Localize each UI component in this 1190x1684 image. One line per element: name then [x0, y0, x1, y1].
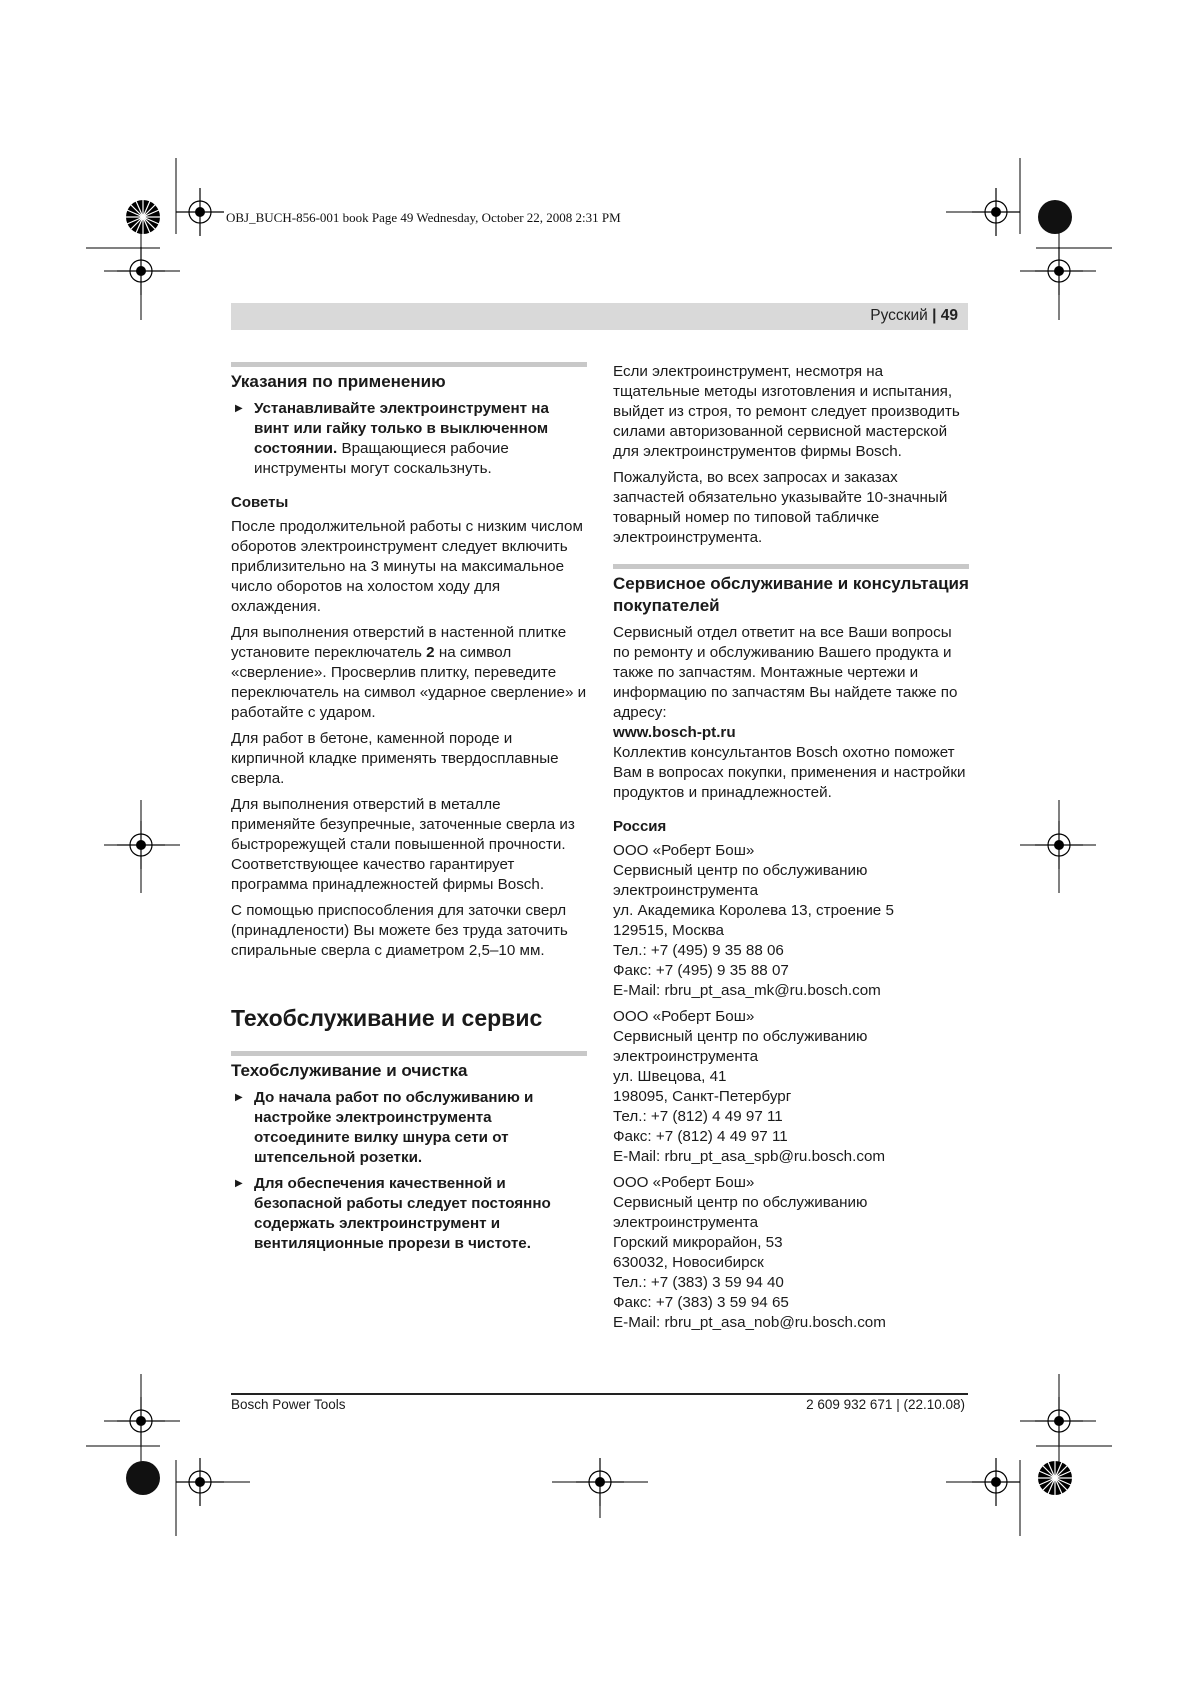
office-email: E-Mail: rbru_pt_asa_spb@ru.bosch.com — [613, 1148, 886, 1165]
tip-paragraph — [231, 623, 587, 723]
section-rule — [231, 362, 587, 367]
service-block — [613, 623, 969, 803]
bullet-text: Вращающиеся рабочие инструменты могут соскальзнуть. — [254, 440, 509, 477]
registration-mark-icon — [176, 1458, 224, 1506]
office-company: ООО «Роберт Бош» — [613, 1174, 755, 1191]
office-center: Сервисный центр по обслуживанию — [613, 1194, 868, 1211]
header-separator: | — [932, 307, 937, 324]
color-wheel-icon — [1038, 200, 1072, 234]
color-wheel-icon — [1038, 1461, 1072, 1495]
office-center: электроинструмента — [613, 882, 759, 899]
office-center: электроинструмента — [613, 1214, 759, 1231]
country-title: Россия — [613, 818, 667, 835]
office-city: 198095, Санкт-Петербург — [613, 1088, 792, 1105]
left-column — [231, 362, 587, 1260]
header-text — [870, 307, 958, 325]
service-paragraph: Сервисный отдел ответит на все Ваши вопросы по ремонту и обслуживанию Вашего продукта и также по запчастям. Монтажные чертежи и информацию по запчастям Вы найдете также по адресу: — [613, 624, 958, 721]
office-tel: Тел.: +7 (495) 9 35 88 06 — [613, 942, 784, 959]
office-street: Горский микрорайон, 53 — [613, 1234, 783, 1251]
office-company: ООО «Роберт Бош» — [613, 842, 755, 859]
office-tel: Тел.: +7 (383) 3 59 94 40 — [613, 1274, 784, 1291]
color-wheel-icon — [126, 1461, 160, 1495]
footer-brand: Bosch Power Tools — [231, 1397, 346, 1412]
section-rule — [231, 1051, 587, 1056]
footer-doc-number: 2 609 932 671 | (22.10.08) — [806, 1397, 965, 1412]
section-title-service: Сервисное обслуживание и консультация покупателей — [613, 574, 969, 615]
tip-text: Для выполнения отверстий в настенной плитке установите переключатель — [231, 624, 567, 661]
tip-paragraph: После продолжительной работы с низким числом оборотов электроинструмент следует включить приблизительно на 3 минуты на максимальное число оборотов на холостом ходу для охлаждения. — [231, 518, 583, 615]
office-fax: Факс: +7 (495) 9 35 88 07 — [613, 962, 789, 979]
print-slug: OBJ_BUCH-856-001 book Page 49 Wednesday, October 22, 2008 2:31 PM — [226, 210, 621, 225]
tip-paragraph: Для работ в бетоне, каменной породе и кирпичной кладке применять твердосплавные сверла. — [231, 730, 559, 787]
section-title-maintenance: Техобслуживание и очистка — [231, 1061, 468, 1080]
tip-paragraph: С помощью приспособления для заточки сверл (принадлености) Вы можете без труда заточить спиральные сверла с диаметром 2,5–10 мм. — [231, 902, 568, 959]
office-email: E-Mail: rbru_pt_asa_nob@ru.bosch.com — [613, 1314, 886, 1331]
tip-text: на символ «сверление». Просверлив плитку, переведите переключатель на символ «ударное сверление» и работайте с ударом. — [231, 644, 587, 721]
header-language: Русский — [870, 307, 928, 324]
section-title-usage: Указания по применению — [231, 372, 446, 391]
office-center: Сервисный центр по обслуживанию — [613, 862, 868, 879]
office-center: Сервисный центр по обслуживанию — [613, 1028, 868, 1045]
registration-mark-icon — [972, 188, 1020, 236]
office-street: ул. Швецова, 41 — [613, 1068, 727, 1085]
office-tel: Тел.: +7 (812) 4 49 97 11 — [613, 1108, 783, 1125]
bullet-bold-text: Устанавливайте электроинструмент на винт или гайку только в выключенном состоянии. — [254, 400, 549, 457]
section-rule — [613, 564, 969, 569]
office-city: 129515, Москва — [613, 922, 724, 939]
consultants-paragraph: Коллектив консультантов Bosch охотно поможет Вам в вопросах покупки, применения и настройки продуктов и принадлежностей. — [613, 744, 966, 801]
office-address-moscow — [613, 841, 969, 1001]
warning-bullet: ▶ До начала работ по обслуживанию и настройке электроинструмента отсоедините вилку шнура сети от штепсельной розетки. — [231, 1088, 587, 1168]
running-header — [231, 303, 968, 330]
office-fax: Факс: +7 (812) 4 49 97 11 — [613, 1128, 788, 1145]
registration-mark-icon — [176, 188, 224, 236]
right-column — [613, 362, 969, 1333]
color-wheel-icon — [126, 200, 160, 234]
chapter-title: Техобслуживание и сервис — [231, 1005, 543, 1031]
warning-bullet: ▶ Для обеспечения качественной и безопасной работы следует постоянно содержать электроинструмент и вентиляционные прорези в чистоте. — [231, 1174, 587, 1254]
service-url: www.bosch-pt.ru — [613, 724, 736, 741]
office-center: электроинструмента — [613, 1048, 759, 1065]
office-address-novosibirsk — [613, 1173, 969, 1333]
office-city: 630032, Новосибирск — [613, 1254, 764, 1271]
tips-title: Советы — [231, 494, 289, 511]
office-address-spb — [613, 1007, 969, 1167]
registration-mark-icon — [972, 1458, 1020, 1506]
repair-paragraph: Если электроинструмент, несмотря на тщательные методы изготовления и испытания, выйдет из строя, то ремонт следует производить силами авторизованной сервисной мастерской для электроинструментов фирмы Bosch. — [613, 363, 960, 460]
office-fax: Факс: +7 (383) 3 59 94 65 — [613, 1294, 789, 1311]
office-company: ООО «Роберт Бош» — [613, 1008, 755, 1025]
footer-rule — [231, 1393, 968, 1395]
office-street: ул. Академика Королева 13, строение 5 — [613, 902, 894, 919]
warning-bullet — [231, 399, 587, 479]
tip-paragraph: Для выполнения отверстий в металле применяйте безупречные, заточенные сверла из быстрорежущей стали повышенной прочности. Соответствующее качество гарантирует программа принадлежностей фирмы Bosch. — [231, 796, 575, 893]
parts-paragraph: Пожалуйста, во всех запросах и заказах запчастей обязательно указывайте 10-значный товарный номер по типовой табличке электроинструмента. — [613, 469, 948, 546]
office-email: E-Mail: rbru_pt_asa_mk@ru.bosch.com — [613, 982, 881, 999]
header-page-number: 49 — [940, 307, 958, 324]
switch-number: 2 — [426, 644, 435, 661]
